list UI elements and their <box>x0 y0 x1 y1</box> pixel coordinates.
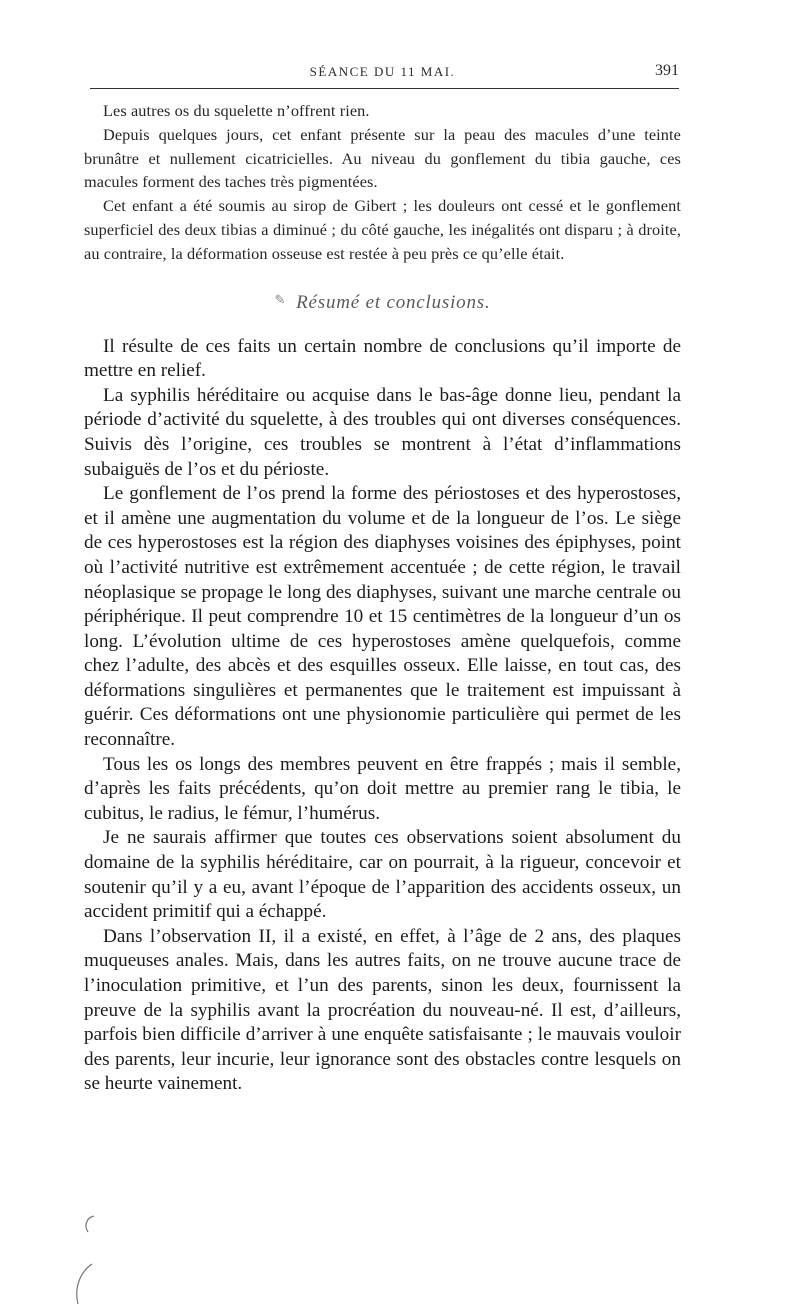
paragraph: Les autres os du squelette n’offrent rien. <box>103 101 370 120</box>
section-title <box>84 288 681 315</box>
paragraph: La syphilis héréditaire ou acquise dans le bas-âge donne lieu, pendant la période d’activité du squelette, à des troubles qui ont diverses conséquences. Suivis dès l’origine, ces troubles se montrent à l’état d’inflammations subaiguës de l’os et du périoste. <box>84 384 681 480</box>
paragraph: Il résulte de ces faits un certain nombre de conclusions qu’il importe de mettre en relief. <box>84 335 681 382</box>
paragraph: Cet enfant a été soumis au sirop de Gibert ; les douleurs ont cessé et le gonflement superficiel des deux tibias a diminué ; du côté gauche, les inégalités ont disparu ; à droite, au contraire, la déformation osseuse est restée à peu près ce qu’elle était. <box>84 196 681 263</box>
conclusions-body <box>84 335 681 1097</box>
paragraph: Dans l’observation II, il a existé, en effet, à l’âge de 2 ans, des plaques muqueuses anales. Mais, dans les autres faits, on ne trouve aucune trace de l’inoculation primitive, et l’un des parents, sinon les deux, fournissent la preuve de la syphilis avant la procréation du nouveau-né. Il est, d’ailleurs, parfois bien difficile d’arriver à une enquête satisfaisante ; le mauvais vouloir des parents, leur incurie, leur ignorance sont des obstacles contre lesquels on se heurte vainement. <box>84 925 681 1095</box>
book-page <box>84 58 681 1097</box>
paragraph: Je ne saurais affirmer que toutes ces observations soient absolument du domaine de la syphilis héréditaire, car on pourrait, à la rigueur, concevoir et soutenir qu’il y a eu, avant l’époque de l’apparition des accidents osseux, un accident primitif qui a échappé. <box>84 827 681 923</box>
section-title-text: Résumé et conclusions. <box>296 291 491 313</box>
header-rule <box>90 88 679 89</box>
margin-scribble-icon <box>66 1212 106 1312</box>
paragraph: Tous les os longs des membres peuvent en être frappés ; mais il semble, d’après les faits précédents, qu’on doit mettre au premier rang le tibia, le cubitus, le radius, le fémur, l’humérus. <box>84 753 681 824</box>
page-number: 391 <box>655 62 679 79</box>
paragraph: Le gonflement de l’os prend la forme des périostoses et des hyperostoses, et il amène une augmentation du volume et de la longueur de l’os. Le siège de ces hyperostoses est la région des diaphyses voisines des épiphyses, point où l’activité nutritive est extrêmement accentuée ; de cette région, le travail néoplasique se propage le long des diaphyses, suivant une marche centrale ou périphérique. Il peut comprendre 10 et 15 centimètres de la longueur d’un os long. L’évolution ultime de ces hyperostoses amène quelquefois, comme chez l’adulte, des abcès et des esquilles osseux. Elle laisse, en tout cas, des déformations singulières et permanentes que le traitement est impuissant à guérir. Ces déformations ont une physionomie particulière qui permet de les reconnaître. <box>84 483 681 751</box>
pen-mark-icon: ✎ <box>274 291 287 307</box>
case-notes <box>84 99 681 266</box>
paragraph: Depuis quelques jours, cet enfant présente sur la peau des macules d’une teinte brunâtre et nullement cicatricielles. Au niveau du gonflement du tibia gauche, ces macules forment des taches très pigmentées. <box>84 124 681 192</box>
running-head <box>84 58 681 88</box>
running-title: SÉANCE DU 11 MAI. <box>309 64 456 79</box>
